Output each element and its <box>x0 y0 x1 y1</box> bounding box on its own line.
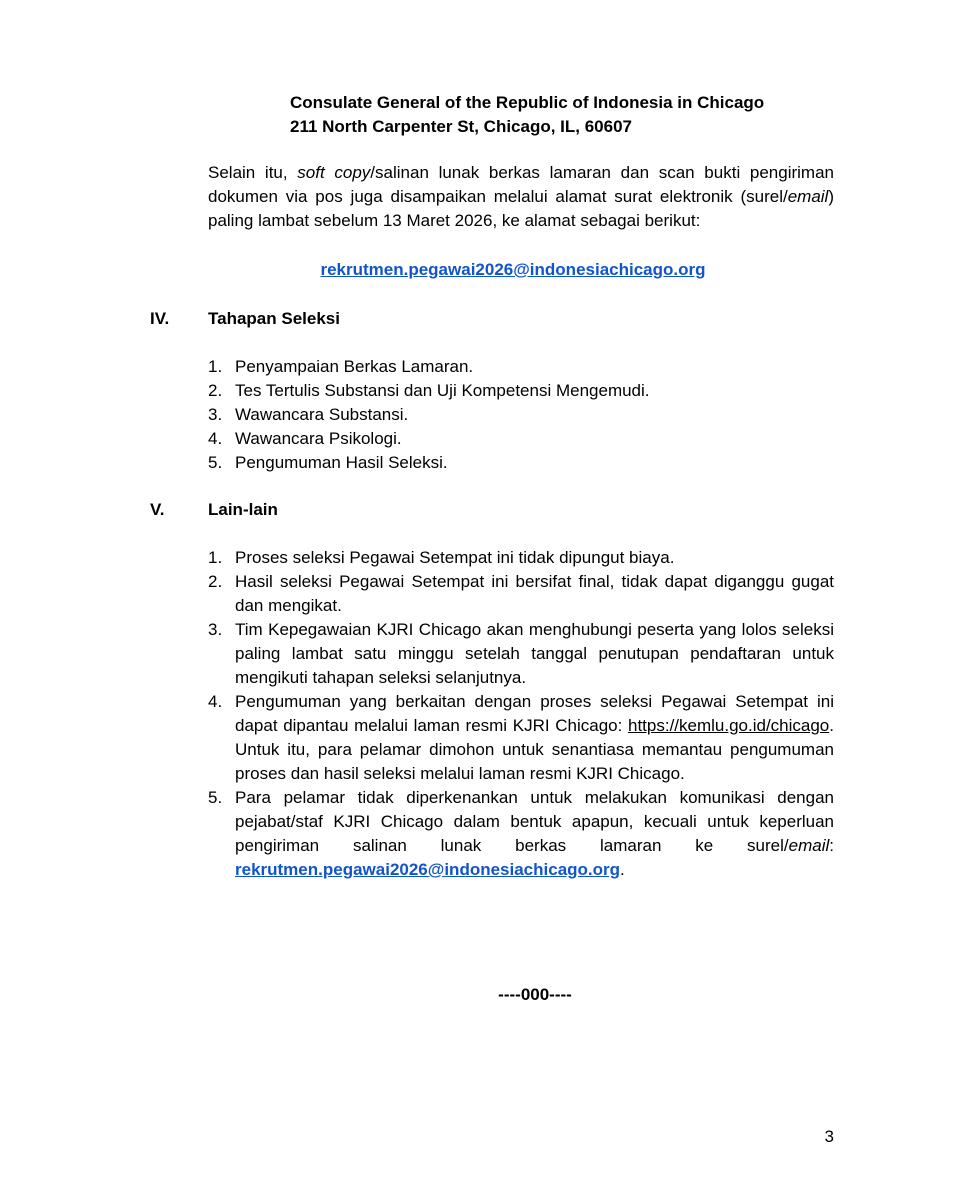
list-number: 3. <box>208 405 223 424</box>
list-text: Wawancara Psikologi. <box>235 429 402 448</box>
intro-text-2: /salinan lunak berkas lamaran dan scan bukti pengiriman dokumen via pos juga disampaikan melalui alamat surat elektronik (surel/ <box>208 163 834 206</box>
list-text-part: . Untuk itu, para pelamar dimohon untuk senantiasa memantau pengumuman proses dan hasil seleksi melalui laman resmi KJRI Chicago. <box>235 716 834 783</box>
section-5-title: Lain-lain <box>208 500 278 519</box>
list-item <box>208 618 834 690</box>
list-text-part: : <box>829 836 834 855</box>
closing-mark: ----000---- <box>498 985 572 1004</box>
list-number: 2. <box>208 381 223 400</box>
list-text-part: Para pelamar tidak diperkenankan untuk melakukan komunikasi dengan pejabat/staf KJRI Chicago dalam bentuk apapun, kecuali untuk keperluan pengiriman salinan lunak berkas lamaran ke surel/ <box>235 788 834 855</box>
page-number: 3 <box>824 1127 834 1146</box>
list-text <box>235 786 834 882</box>
list-number: 3. <box>208 620 223 639</box>
list-text: Hasil seleksi Pegawai Setempat ini bersifat final, tidak dapat diganggu gugat dan mengikat. <box>235 572 834 615</box>
list-text: Proses seleksi Pegawai Setempat ini tidak dipungut biaya. <box>235 548 675 567</box>
section-4-title: Tahapan Seleksi <box>208 309 340 328</box>
list-item <box>208 570 834 618</box>
list-text <box>235 690 834 786</box>
address-line-1: Consulate General of the Republic of Indonesia in Chicago <box>290 93 765 112</box>
list-text-italic: email <box>788 836 830 855</box>
list-item <box>208 355 834 379</box>
section-5-number: V. <box>150 500 165 519</box>
address-block <box>290 91 850 139</box>
intro-text-1: Selain itu, <box>208 163 298 182</box>
list-number: 4. <box>208 429 223 448</box>
list-number: 1. <box>208 548 223 567</box>
list-number: 5. <box>208 453 223 472</box>
intro-paragraph <box>208 161 834 233</box>
email-line <box>208 258 818 282</box>
other-provisions-list <box>208 546 834 882</box>
address-line-2: 211 North Carpenter St, Chicago, IL, 60607 <box>290 117 633 136</box>
list-text: Wawancara Substansi. <box>235 405 409 424</box>
list-item <box>208 690 834 786</box>
list-item <box>208 451 834 475</box>
list-text-part: Pengumuman yang berkaitan dengan proses seleksi Pegawai Setempat ini dapat dipantau melalui laman resmi KJRI Chicago: <box>235 692 834 735</box>
intro-text-3: ) paling lambat sebelum 13 Maret 2026, ke alamat sebagai berikut: <box>208 187 834 230</box>
list-text: Pengumuman Hasil Seleksi. <box>235 453 448 472</box>
section-4-number: IV. <box>150 309 170 328</box>
website-link[interactable]: https://kemlu.go.id/chicago <box>627 716 830 735</box>
list-item <box>208 427 834 451</box>
list-item <box>208 546 834 570</box>
intro-italic-2: email <box>787 187 829 206</box>
list-item <box>208 403 834 427</box>
list-number: 4. <box>208 692 223 711</box>
list-number: 5. <box>208 788 223 807</box>
email-link[interactable]: rekrutmen.pegawai2026@indonesiachicago.org <box>235 860 621 879</box>
list-number: 1. <box>208 357 223 376</box>
intro-italic-1: soft copy <box>297 163 371 182</box>
list-item <box>208 379 834 403</box>
list-text: Tes Tertulis Substansi dan Uji Kompetensi Mengemudi. <box>235 381 650 400</box>
list-text-part: . <box>620 860 625 879</box>
list-text: Tim Kepegawaian KJRI Chicago akan menghubungi peserta yang lolos seleksi paling lambat satu minggu setelah tanggal penutupan pendaftaran untuk mengikuti tahapan seleksi selanjutnya. <box>235 620 834 687</box>
list-item <box>208 786 834 882</box>
list-number: 2. <box>208 572 223 591</box>
list-text: Penyampaian Berkas Lamaran. <box>235 357 474 376</box>
email-link[interactable]: rekrutmen.pegawai2026@indonesiachicago.org <box>320 260 706 279</box>
selection-stages-list <box>208 355 834 475</box>
